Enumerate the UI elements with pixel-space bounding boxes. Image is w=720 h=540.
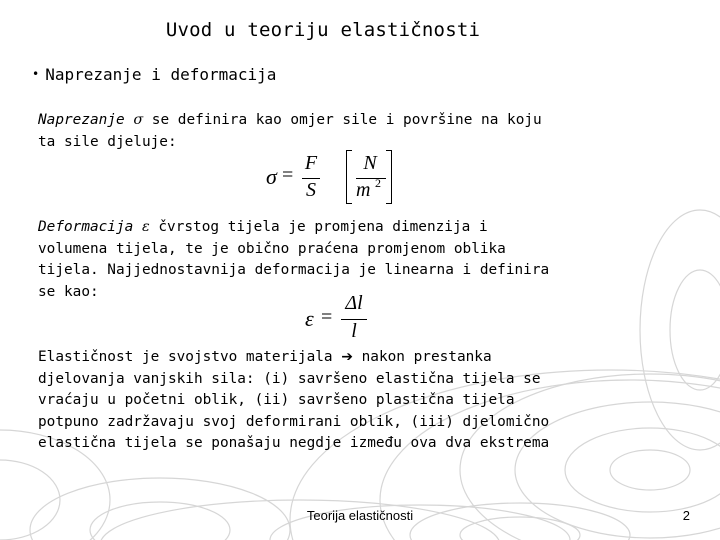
left-bracket	[346, 150, 352, 204]
right-arrow-icon: ➔	[341, 349, 353, 365]
elasticity-lead: Elastičnost je svojstvo materijala	[38, 349, 342, 365]
unit-numerator: N	[363, 152, 377, 174]
stress-text-line2: ta sile djeluje:	[38, 133, 177, 150]
footer-title: Teorija elastičnosti	[306, 508, 414, 523]
strain-text-line1: čvrstog tijela je promjena dimenzija i	[149, 219, 488, 235]
formula1-lhs: σ	[266, 164, 277, 189]
formula1-numerator: F	[304, 152, 318, 174]
strain-term: Deformacija	[38, 219, 134, 235]
elasticity-line3: vraćaju u početni oblik, (ii) savršeno plastična tijela	[38, 392, 515, 408]
elasticity-line5: elastična tijela se ponašaju negdje između ova dva ekstrema	[38, 435, 550, 451]
elasticity-line2: djelovanja vanjskih sila: (i) savršeno elastična tijela se	[38, 370, 541, 387]
stress-formula	[264, 150, 394, 206]
stress-term: Naprezanje	[38, 112, 125, 128]
bullet-heading	[32, 65, 276, 84]
page-number: 2	[682, 508, 690, 523]
formula2-numerator: Δl	[345, 292, 363, 314]
unit-exponent: 2	[375, 176, 381, 190]
stress-text-line1: se definira kao omjer sile i površine na koju	[143, 112, 542, 128]
formula1-eq: =	[282, 164, 294, 186]
elasticity-line1-rest: nakon prestanka	[352, 349, 492, 365]
bullet-dot-icon: •	[32, 67, 40, 81]
strain-formula	[303, 290, 373, 344]
strain-symbol: ε	[141, 219, 150, 235]
formula2-denominator: l	[351, 320, 357, 342]
slide-title: Uvod u teoriju elastičnosti	[165, 19, 481, 41]
strain-text-line2: volumena tijela, te je obično praćena promjenom oblika	[38, 240, 506, 257]
right-bracket	[386, 150, 392, 204]
stress-symbol: σ	[133, 112, 144, 128]
formula2-lhs: ε	[305, 306, 314, 331]
unit-denominator: m	[356, 179, 371, 201]
stress-definition	[38, 110, 676, 153]
bullet-text: Naprezanje i deformacija	[45, 65, 277, 84]
formula1-denominator: S	[306, 179, 316, 201]
formula2-eq: =	[321, 306, 333, 328]
elasticity-paragraph	[38, 347, 676, 455]
elasticity-line4: potpuno zadržavaju svoj deformirani oblik, (iii) djelomično	[38, 413, 550, 430]
strain-text-line4: se kao:	[38, 283, 99, 300]
strain-text-line3: tijela. Najjednostavnija deformacija je linearna i definira	[38, 262, 550, 278]
